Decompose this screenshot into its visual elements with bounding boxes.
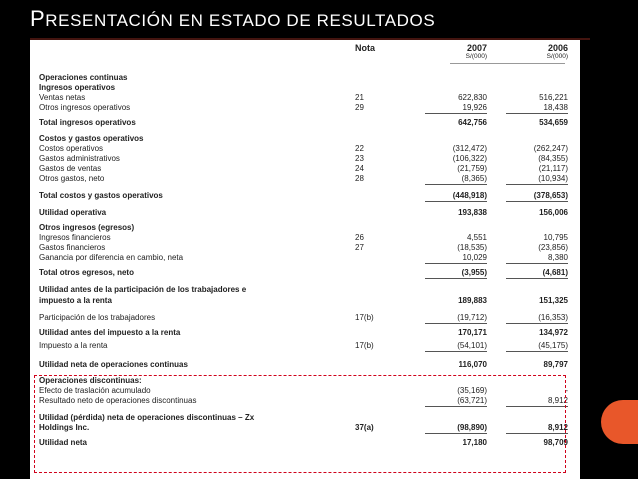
header-rule — [450, 63, 565, 64]
statement-row — [30, 208, 580, 218]
row-value-2007: (98,890) — [457, 423, 487, 432]
row-value-2006: 534,659 — [539, 118, 568, 127]
column-header-2007 — [417, 43, 487, 60]
subtotal-rule — [506, 351, 568, 352]
statement-row — [30, 103, 580, 113]
row-value-2006: 516,221 — [539, 93, 568, 102]
row-note: 37(a) — [355, 423, 374, 432]
row-label: Operaciones continuas — [39, 73, 128, 82]
row-value-2006: 18,438 — [543, 103, 568, 112]
subtotal-rule — [425, 323, 487, 324]
subtotal-rule — [506, 323, 568, 324]
row-value-2006: (16,353) — [538, 313, 568, 322]
row-label: Total costos y gastos operativos — [39, 191, 163, 200]
statement-row — [30, 83, 580, 93]
row-label: Utilidad neta de operaciones continuas — [39, 360, 188, 369]
row-label: Costos operativos — [39, 144, 104, 153]
row-value-2006: 8,912 — [547, 423, 568, 432]
row-value-2007: (19,712) — [457, 313, 487, 322]
row-value-2006: - — [565, 386, 568, 395]
statement-row — [30, 268, 580, 278]
row-value-2007: (312,472) — [452, 144, 487, 153]
row-value-2007: 189,883 — [458, 296, 487, 305]
title-rest: RESENTACIÓN EN ESTADO DE RESULTADOS — [45, 11, 436, 30]
row-value-2006: (21,117) — [538, 164, 568, 173]
subtotal-rule — [425, 278, 487, 279]
row-label: Total ingresos operativos — [39, 118, 136, 127]
statement-row — [30, 154, 580, 164]
row-note: 17(b) — [355, 341, 374, 350]
row-label: Ingresos operativos — [39, 83, 116, 92]
statement-row — [30, 223, 580, 233]
row-label: Efecto de traslación acumulado — [39, 386, 151, 395]
statement-row — [30, 191, 580, 201]
row-value-2007: (8,365) — [461, 174, 487, 183]
row-label: Operaciones discontinuas: — [39, 376, 142, 385]
unit-2006: S/(000) — [546, 53, 568, 60]
statement-row — [30, 296, 580, 306]
statement-row — [30, 144, 580, 154]
row-label: Utilidad (pérdida) neta de operaciones discontinuas – Zx — [39, 413, 255, 422]
row-note: 22 — [355, 144, 364, 153]
row-value-2007: 19,926 — [462, 103, 487, 112]
row-label: Gastos administrativos — [39, 154, 120, 163]
row-label: Utilidad operativa — [39, 208, 107, 217]
row-label: Ventas netas — [39, 93, 86, 102]
year-2006: 2006 — [547, 43, 568, 53]
row-label: Impuesto a la renta — [39, 341, 108, 350]
row-note: 29 — [355, 103, 364, 112]
row-label: Otros ingresos (egresos) — [39, 223, 135, 232]
row-label: Otros ingresos operativos — [39, 103, 131, 112]
row-note: 24 — [355, 164, 364, 173]
row-note: 21 — [355, 93, 364, 102]
row-value-2007: (3,955) — [461, 268, 487, 277]
row-note: 17(b) — [355, 313, 374, 322]
row-label: Utilidad antes del impuesto a la renta — [39, 328, 181, 337]
row-value-2007: (54,101) — [457, 341, 487, 350]
row-value-2006: 89,797 — [543, 360, 568, 369]
column-header-nota: Nota — [355, 43, 375, 53]
income-statement — [30, 40, 580, 479]
row-label: Holdings Inc. — [39, 423, 90, 432]
statement-row — [30, 73, 580, 83]
statement-row — [30, 118, 580, 128]
row-value-2006: (23,856) — [538, 243, 568, 252]
statement-row — [30, 164, 580, 174]
column-header-2006 — [498, 43, 568, 60]
row-value-2007: 622,830 — [458, 93, 487, 102]
row-value-2007: (63,721) — [457, 396, 487, 405]
slide-title — [30, 6, 435, 32]
row-value-2006: 8,912 — [547, 396, 568, 405]
statement-row — [30, 134, 580, 144]
row-label: Costos y gastos operativos — [39, 134, 144, 143]
subtotal-rule — [506, 278, 568, 279]
statement-row — [30, 313, 580, 323]
title-first-letter: P — [30, 6, 46, 31]
row-value-2007: (106,322) — [452, 154, 487, 163]
row-value-2007: 17,180 — [462, 438, 487, 447]
row-value-2006: (262,247) — [533, 144, 568, 153]
row-value-2006: 8,380 — [547, 253, 568, 262]
row-value-2006: (45,175) — [538, 341, 568, 350]
row-value-2007: 170,171 — [458, 328, 487, 337]
statement-row — [30, 328, 580, 338]
row-label: impuesto a la renta — [39, 296, 112, 305]
row-value-2007: 642,756 — [458, 118, 487, 127]
year-2007: 2007 — [466, 43, 487, 53]
row-label: Utilidad neta — [39, 438, 88, 447]
row-label: Gastos financieros — [39, 243, 106, 252]
row-value-2006: (10,934) — [538, 174, 568, 183]
statement-row — [30, 93, 580, 103]
row-value-2007: 10,029 — [462, 253, 487, 262]
statement-row — [30, 285, 580, 295]
subtotal-rule — [506, 201, 568, 202]
row-value-2006: 151,325 — [539, 296, 568, 305]
row-note: 27 — [355, 243, 364, 252]
row-value-2007: (18,535) — [457, 243, 487, 252]
row-value-2007: (35,169) — [457, 386, 487, 395]
row-value-2007: (448,918) — [452, 191, 487, 200]
row-label: Gastos de ventas — [39, 164, 102, 173]
row-value-2006: 10,795 — [543, 233, 568, 242]
row-label: Total otros egresos, neto — [39, 268, 134, 277]
subtotal-rule — [506, 113, 568, 114]
row-note: 28 — [355, 174, 364, 183]
row-note: 26 — [355, 233, 364, 242]
row-value-2006: 98,709 — [543, 438, 568, 447]
statement-row — [30, 233, 580, 243]
row-value-2006: 134,972 — [539, 328, 568, 337]
row-value-2006: 156,006 — [539, 208, 568, 217]
row-value-2007: 193,838 — [458, 208, 487, 217]
statement-row — [30, 243, 580, 253]
row-value-2007: 116,070 — [458, 360, 487, 369]
row-value-2006: (4,681) — [542, 268, 568, 277]
row-value-2007: (21,759) — [457, 164, 487, 173]
row-label: Utilidad antes de la participación de los trabajadores e — [39, 285, 247, 294]
statement-row — [30, 253, 580, 263]
subtotal-rule — [425, 184, 487, 185]
statement-row — [30, 174, 580, 184]
subtotal-rule — [506, 184, 568, 185]
unit-2007: S/(000) — [465, 53, 487, 60]
row-value-2006: (84,355) — [538, 154, 568, 163]
subtotal-rule — [425, 201, 487, 202]
subtotal-rule — [425, 263, 487, 264]
subtotal-rule — [506, 263, 568, 264]
statement-row — [30, 360, 580, 370]
row-value-2007: 4,551 — [466, 233, 487, 242]
highlight-box — [34, 375, 566, 473]
row-label: Participación de los trabajadores — [39, 313, 156, 322]
subtotal-rule — [425, 113, 487, 114]
statement-row — [30, 341, 580, 351]
row-label: Resultado neto de operaciones discontinuas — [39, 396, 197, 405]
orange-decoration — [601, 400, 638, 444]
row-label: Otros gastos, neto — [39, 174, 105, 183]
row-value-2006: (378,653) — [533, 191, 568, 200]
row-label: Ganancia por diferencia en cambio, neta — [39, 253, 184, 262]
row-label: Ingresos financieros — [39, 233, 111, 242]
subtotal-rule — [425, 351, 487, 352]
row-note: 23 — [355, 154, 364, 163]
